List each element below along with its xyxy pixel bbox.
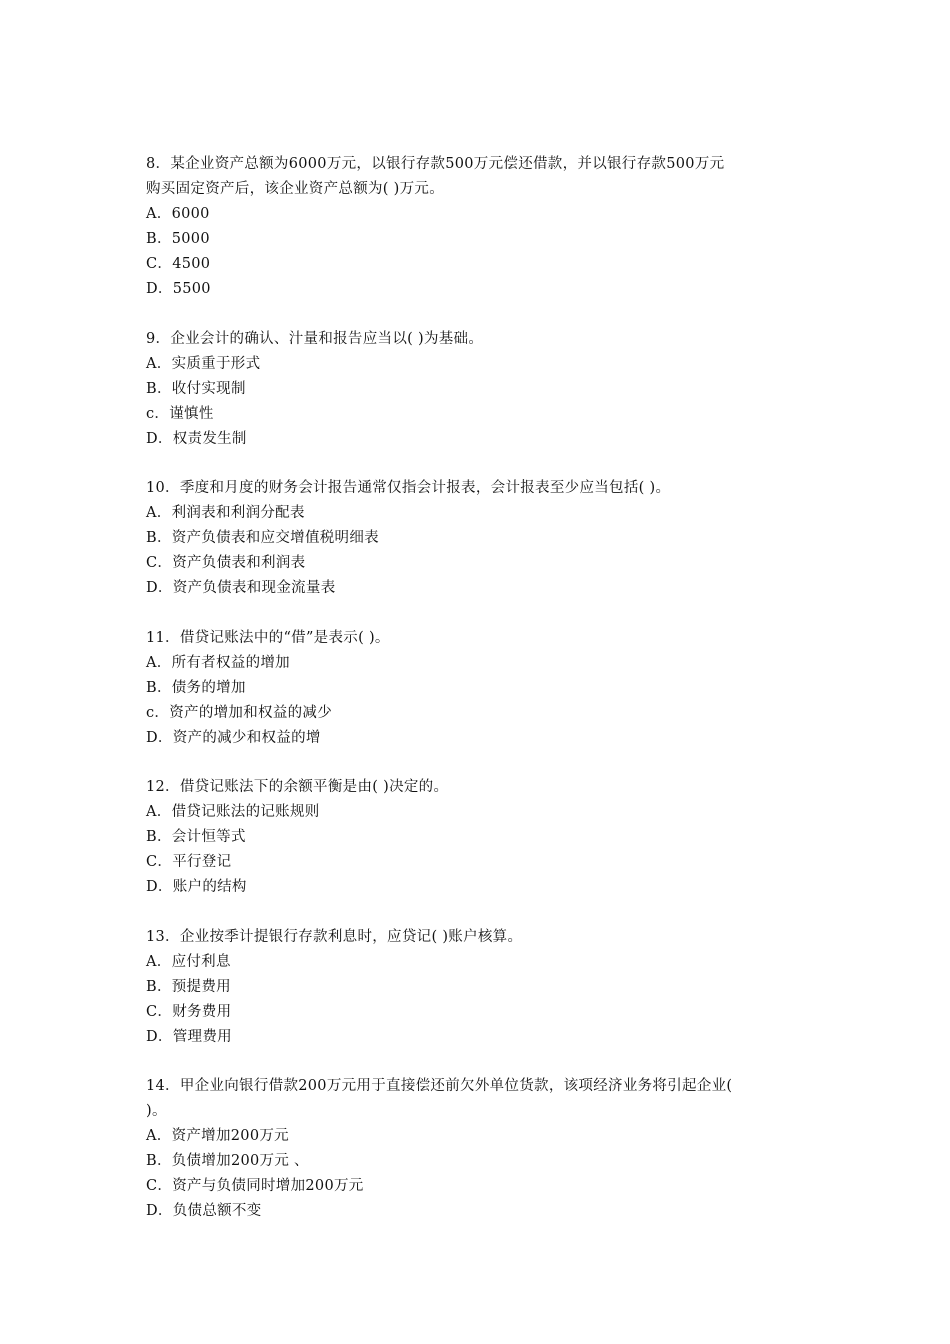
question-8 (146, 152, 816, 302)
option-b: B．预提费用 (146, 978, 231, 995)
option-a: A．所有者权益的增加 (146, 654, 290, 671)
option-d: D．权责发生制 (146, 430, 247, 447)
question-stem: 购买固定资产后，该企业资产总额为( )万元。 (146, 181, 445, 197)
option-b: B．资产负债表和应交增值税明细表 (146, 530, 379, 546)
option-c: C．资产与负债同时增加200万元 (146, 1178, 364, 1194)
option-a: A．应付利息 (146, 953, 231, 970)
option-c: C．4500 (146, 256, 211, 272)
option-d: D．资产的减少和权益的增 (146, 729, 321, 746)
option-b: B．债务的增加 (146, 679, 246, 696)
option-c: C．财务费用 (146, 1003, 232, 1020)
option-d: D．账户的结构 (146, 879, 247, 895)
document-page (146, 152, 816, 1249)
option-a: A．利润表和利润分配表 (146, 505, 305, 521)
option-b: B．5000 (146, 231, 210, 247)
option-b: B．收付实现制 (146, 380, 246, 397)
question-14 (146, 1074, 816, 1224)
option-d: D．5500 (146, 281, 211, 297)
option-d: D．资产负债表和现金流量表 (146, 580, 336, 596)
question-10 (146, 476, 816, 601)
option-a: A．借贷记账法的记账规则 (146, 804, 320, 820)
option-c: c．资产的增加和权益的减少 (146, 704, 333, 721)
question-stem: )。 (146, 1103, 167, 1119)
question-11 (146, 626, 816, 751)
question-stem: 13．企业按季计提银行存款利息时，应贷记( )账户核算。 (146, 928, 523, 945)
option-b: B．会计恒等式 (146, 829, 246, 845)
option-a: A．资产增加200万元 (146, 1128, 289, 1144)
option-c: C．平行登记 (146, 854, 232, 870)
option-b: B．负债增加200万元 、 (146, 1153, 309, 1169)
question-9 (146, 327, 816, 452)
question-stem: 10．季度和月度的财务会计报告通常仅指会计报表，会计报表至少应当包括( )。 (146, 480, 671, 496)
question-13 (146, 925, 816, 1050)
question-12 (146, 775, 816, 900)
question-stem: 11．借贷记账法中的“借”是表示( )。 (146, 629, 390, 646)
option-a: A．6000 (146, 206, 210, 222)
question-stem: 14．甲企业向银行借款200万元用于直接偿还前欠外单位货款，该项经济业务将引起企业( (146, 1078, 733, 1094)
option-d: D．负债总额不变 (146, 1203, 262, 1219)
option-c: C．资产负债表和利润表 (146, 555, 306, 571)
option-a: A．实质重于形式 (146, 355, 261, 372)
question-stem: 12．借贷记账法下的余额平衡是由( )决定的。 (146, 779, 449, 795)
question-stem: 8．某企业资产总额为6000万元，以银行存款500万元偿还借款，并以银行存款500万元 (146, 156, 725, 172)
question-stem: 9．企业会计的确认、汁量和报告应当以( )为基础。 (146, 330, 484, 347)
option-d: D．管理费用 (146, 1028, 232, 1045)
option-c: c．谨慎性 (146, 405, 214, 422)
